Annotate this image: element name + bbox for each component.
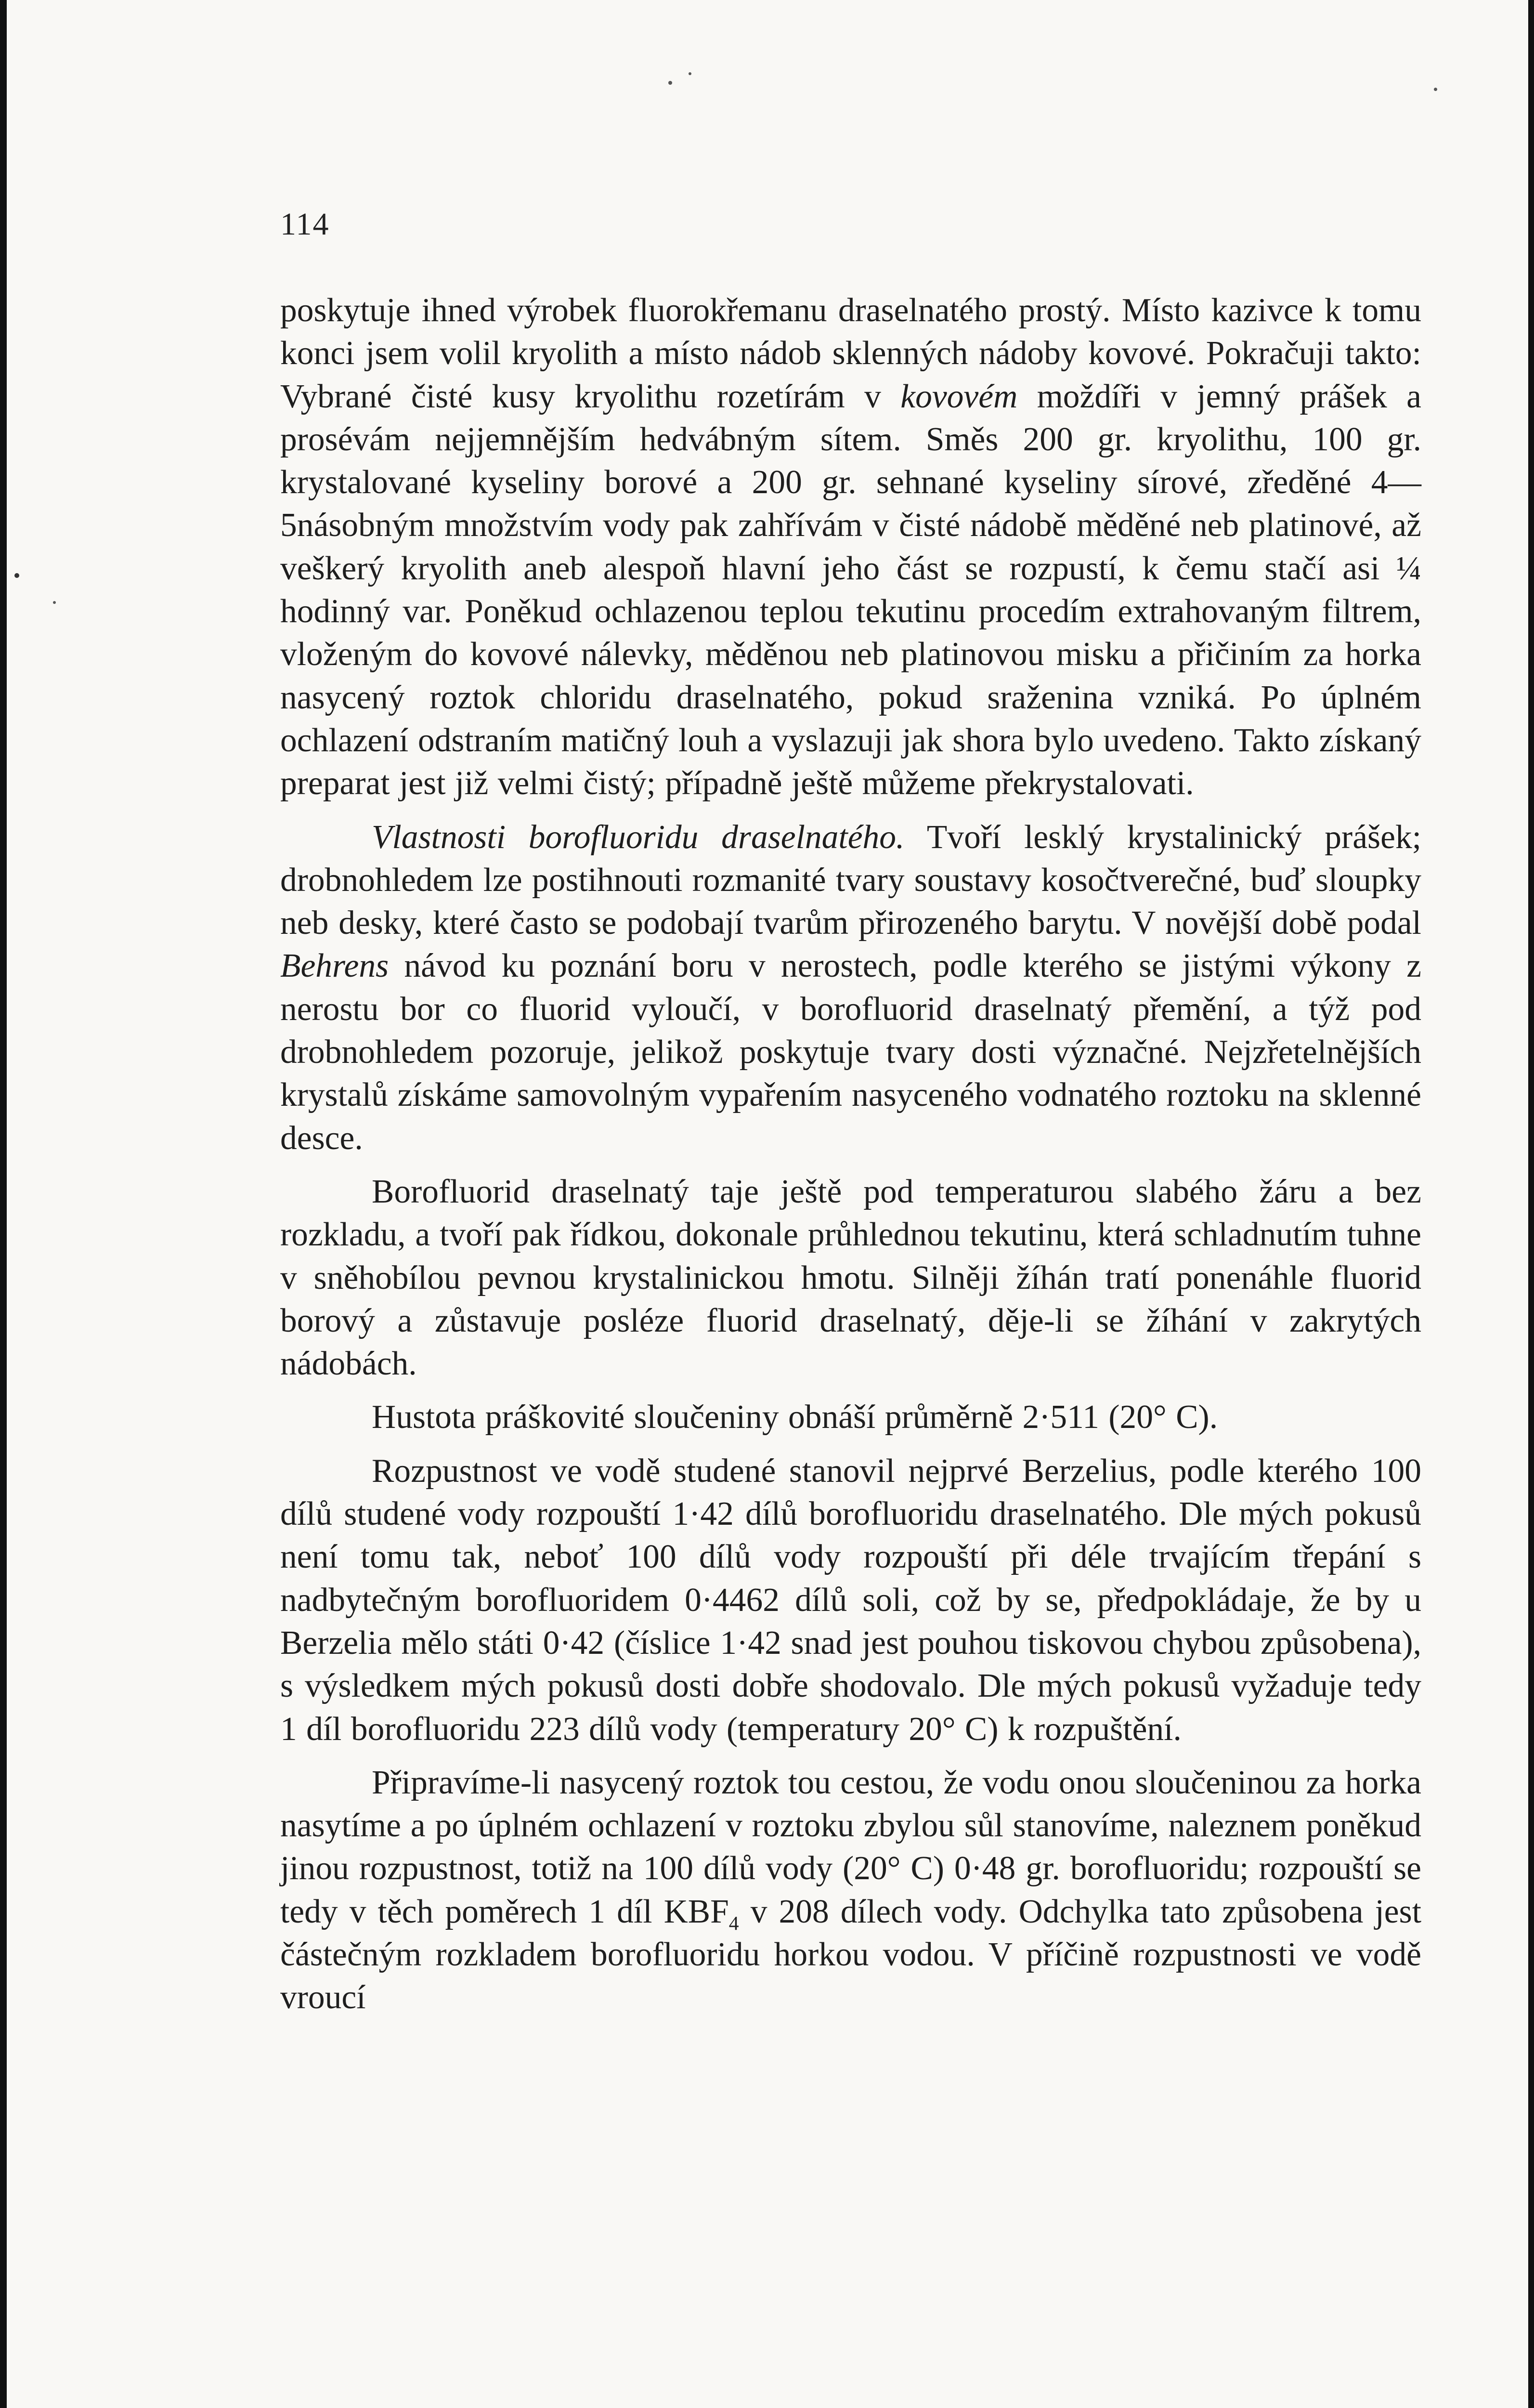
- scan-edge-right: [1528, 0, 1534, 2408]
- section-heading-italic: Vlastnosti borofluoridu draselnatého.: [372, 818, 905, 856]
- paragraph-4: [280, 1396, 1421, 1439]
- subscript: 4: [728, 1912, 739, 1935]
- paragraph-text: Hustota práškovité sloučeniny obnáší průměrně 2·511 (20° C).: [372, 1399, 1218, 1436]
- body-text: [280, 289, 1421, 2019]
- italic-word: kovovém: [900, 378, 1018, 415]
- paragraph-text: poskytuje ihned výrobek fluorokřemanu draselnatého prostý. Místo kazivce k tomu konci jsem volil kryolith a místo nádob sklenných nádoby kovové. Pokračuji takto: Vybrané čisté kusy kryolithu rozetírám v: [280, 292, 1421, 415]
- scan-speck: [53, 601, 56, 604]
- paragraph-text: Rozpustnost ve vodě studené stanovil nejprvé Berzelius, podle kterého 100 dílů studené vody rozpouští 1·42 dílů borofluoridu draselnatého. Dle mých pokusů není tomu tak, neboť 100 dílů vody rozpouští při déle trvajícím třepání s nadbytečným borofluoridem 0·4462 dílů soli, což by se, předpokládaje, že by u Berzelia mělo státi 0·42 (číslice 1·42 snad jest pouhou tiskovou chybou způsobena), s výsledkem mých pokusů dosti dobře shodovalo. Dle mých pokusů vyžaduje tedy 1 díl borofluoridu 223 dílů vody (temperatury 20° C) k rozpuštění.: [280, 1452, 1421, 1748]
- paragraph-text: Borofluorid draselnatý taje ještě pod temperaturou slabého žáru a bez rozkladu, a tvoří pak řídkou, dokonale průhlednou tekutinu, která schladnutím tuhne v sněhobílou pevnou krystalinickou hmotu. Silněji žíhán tratí ponenáhle fluorid borový a zůstavuje posléze fluorid draselnatý, děje-li se žíhání v zakrytých nádobách.: [280, 1173, 1421, 1383]
- scan-speck: [668, 81, 672, 85]
- paragraph-3: [280, 1170, 1421, 1385]
- paragraph-6: [280, 1761, 1421, 2019]
- paragraph-text: moždíři v jemný prášek a prosévám nejjemnějším hedvábným sítem. Směs 200 gr. kryolithu, 100 gr. krystalované kyseliny borové a 200 gr. sehnané kyseliny sírové, zředěné 4—5násobným množstvím vody pak zahřívám v čisté nádobě měděné neb platinové, až veškerý kryolith aneb alespoň hlavní jeho část se rozpustí, k čemu stačí asi ¼ hodinný var. Poněkud ochlazenou teplou tekutinu procedím extrahovaným filtrem, vloženým do kovové nálevky, měděnou neb platinovou misku a přičiním za horka nasycený roztok chloridu draselnatého, pokud sraženina vzniká. Po úplném ochlazení odstraním matičný louh a vyslazuji jak shora bylo uvedeno. Takto získaný preparat jest již velmi čistý; případně ještě můžeme překrystalovati.: [280, 378, 1421, 802]
- paragraph-text: návod ku poznání boru v nerostech, podle kterého se jistými výkony z nerostu bor co fluorid vyloučí, v borofluorid draselnatý přemění, a týž pod drobnohledem pozoruje, jelikož poskytuje tvary dosti význačné. Nejzřetelnějších krystalů získáme samovolným vypařením nasyceného vodnatého roztoku na sklenné desce.: [280, 947, 1421, 1157]
- scan-speck: [689, 72, 691, 75]
- page-number: 114: [280, 207, 330, 242]
- scan-speck: [14, 573, 19, 578]
- paragraph-1: [280, 289, 1421, 805]
- scan-speck: [1434, 88, 1437, 91]
- scan-edge-left: [0, 0, 7, 2408]
- paragraph-5: [280, 1450, 1421, 1751]
- paragraph-text: v 208 dílech vody. Odchylka tato způsobena jest částečným rozkladem borofluoridu horkou vodou. V příčině rozpustnosti ve vodě vroucí: [280, 1893, 1421, 2016]
- paragraph-text: Připravíme-li nasycený roztok tou cestou, že vodu onou sloučeninou za horka nasytíme a po úplném ochlazení v roztoku zbylou sůl stanovíme, naleznem poněkud jinou rozpustnost, totiž na 100 dílů vody (20° C) 0·48 gr. borofluoridu; rozpouští se tedy v těch poměrech 1 díl KBF: [280, 1764, 1421, 1930]
- paragraph-2: [280, 816, 1421, 1160]
- paragraph-text: Tvoří lesklý krystalinický prášek; drobnohledem lze postihnouti rozmanité tvary soustavy kosočtverečné, buď sloupky neb desky, které často se podobají tvarům přirozeného barytu. V novější době podal: [280, 818, 1422, 942]
- italic-name: Behrens: [280, 947, 389, 985]
